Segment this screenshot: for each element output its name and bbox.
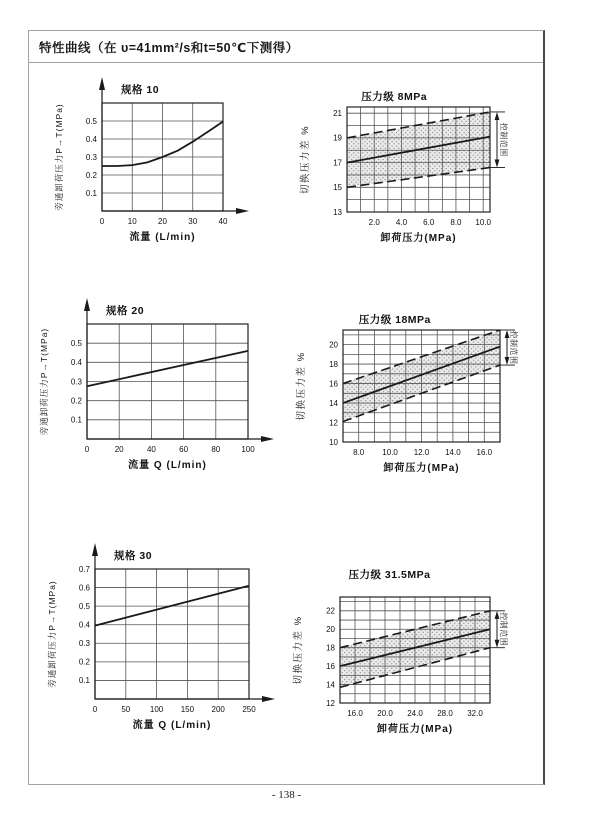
- y-tick-label: 10: [329, 437, 338, 447]
- control-range-label: 控制范围: [509, 330, 518, 365]
- x-axis-label: 流量 Q (L/min): [132, 720, 212, 731]
- y-tick-label: 15: [333, 183, 342, 193]
- chart-title: 规格 10: [120, 84, 160, 96]
- chart-pressure-18mpa: [288, 305, 523, 490]
- y-tick-label: 17: [333, 158, 342, 168]
- y-axis-label: 旁通卸荷压力P→T(MPa): [39, 327, 49, 436]
- chart-spec-30: [45, 539, 285, 746]
- x-tick-label: 250: [242, 705, 256, 714]
- x-tick-label: 28.0: [437, 709, 453, 718]
- x-tick-label: 8.0: [353, 448, 365, 457]
- x-axis-arrowhead: [236, 208, 249, 214]
- control-range-label: 控制范围: [499, 612, 508, 647]
- range-arrowhead-down: [495, 640, 500, 648]
- chart-pressure-8mpa: [292, 82, 527, 260]
- y-tick-label: 18: [329, 359, 338, 369]
- x-tick-label: 2.0: [368, 218, 380, 227]
- x-tick-label: 40: [146, 445, 156, 454]
- chart-title: 压力级 18MPa: [358, 314, 431, 326]
- y-tick-label: 20: [329, 340, 338, 350]
- y-tick-label: 0.4: [70, 358, 82, 368]
- x-tick-label: 0: [84, 445, 90, 454]
- y-tick-label: 19: [333, 133, 342, 143]
- y-tick-label: 14: [329, 398, 338, 408]
- y-tick-label: 16: [329, 379, 338, 389]
- x-tick-label: 100: [149, 705, 164, 714]
- x-axis-label: 卸荷压力(MPa): [380, 233, 457, 244]
- x-tick-label: 16.0: [476, 448, 493, 457]
- y-tick-label: 0.3: [78, 639, 90, 649]
- chart-title: 压力级 8MPa: [361, 91, 428, 103]
- x-tick-label: 100: [241, 445, 255, 454]
- range-arrowhead-up: [495, 611, 500, 619]
- y-tick-label: 18: [326, 643, 335, 653]
- y-tick-label: 20: [326, 625, 335, 635]
- y-axis-arrowhead: [84, 298, 90, 311]
- x-axis-arrowhead: [262, 696, 275, 702]
- chart-pressure-31-5mpa: [285, 557, 520, 750]
- y-tick-label: 0.1: [70, 415, 82, 425]
- y-tick-label: 0.2: [78, 657, 90, 667]
- x-tick-label: 12.0: [413, 448, 430, 457]
- y-tick-label: 13: [333, 207, 342, 217]
- y-tick-label: 14: [326, 680, 335, 690]
- x-tick-label: 50: [121, 705, 131, 714]
- chart-spec-10: [52, 73, 257, 258]
- y-tick-label: 12: [329, 418, 338, 428]
- y-axis-arrowhead: [99, 77, 105, 90]
- x-tick-label: 30: [188, 217, 198, 226]
- section-title: 特性曲线（在 υ=41mm²/s和t=50℃下测得）: [39, 40, 299, 55]
- plot-frame: [95, 569, 249, 699]
- y-axis-label: 切换压力差 %: [296, 351, 307, 421]
- y-tick-label: 16: [326, 661, 335, 671]
- x-tick-label: 10: [127, 217, 137, 226]
- x-axis-label: 卸荷压力(MPa): [383, 463, 460, 474]
- x-tick-label: 20: [114, 445, 124, 454]
- x-axis-label: 流量 (L/min): [129, 232, 196, 243]
- y-tick-label: 0.1: [78, 676, 90, 686]
- y-tick-label: 22: [326, 606, 335, 616]
- y-tick-label: 0.4: [85, 134, 97, 144]
- series-bypass-unload-pressure: [87, 351, 248, 386]
- y-tick-label: 0.5: [70, 338, 82, 348]
- range-arrowhead-down: [495, 160, 500, 168]
- chart-title: 规格 20: [105, 305, 145, 317]
- x-tick-label: 0: [92, 705, 98, 714]
- x-tick-label: 150: [180, 705, 195, 714]
- x-tick-label: 8.0: [450, 218, 462, 227]
- x-tick-label: 6.0: [423, 218, 435, 227]
- y-tick-label: 0.3: [85, 152, 97, 162]
- series-bypass-unload-pressure: [95, 586, 249, 626]
- y-tick-label: 0.3: [70, 377, 82, 387]
- y-tick-label: 0.4: [78, 620, 90, 630]
- y-tick-label: 0.5: [85, 116, 97, 126]
- chart-spec-20: [37, 294, 282, 486]
- y-tick-label: 0.7: [78, 564, 90, 574]
- x-tick-label: 20: [158, 217, 167, 226]
- x-tick-label: 20.0: [377, 709, 393, 718]
- control-range-label: 控制范围: [499, 122, 508, 157]
- x-axis-label: 流量 Q (L/min): [128, 460, 207, 471]
- y-axis-label: 切换压力差 %: [300, 124, 311, 195]
- y-tick-label: 12: [326, 698, 335, 708]
- x-tick-label: 16.0: [347, 709, 363, 718]
- x-tick-label: 60: [179, 445, 189, 454]
- page-number: - 138 -: [271, 789, 302, 801]
- y-tick-label: 21: [333, 108, 342, 118]
- chart-title: 压力级 31.5MPa: [348, 569, 431, 581]
- x-tick-label: 80: [211, 445, 221, 454]
- y-axis-label: 旁通卸荷压力P→T(MPa): [47, 580, 57, 688]
- y-axis-label: 旁通卸荷压力P→T(MPa): [54, 103, 64, 211]
- x-tick-label: 4.0: [395, 218, 408, 227]
- y-tick-label: 0.2: [85, 170, 97, 180]
- x-tick-label: 24.0: [407, 709, 423, 718]
- x-tick-label: 40: [218, 217, 228, 226]
- x-tick-label: 10.0: [475, 218, 491, 227]
- x-tick-label: 200: [211, 705, 225, 714]
- x-tick-label: 0: [99, 217, 105, 226]
- y-tick-label: 0.5: [78, 601, 90, 611]
- y-axis-label: 切换压力差 %: [293, 615, 304, 685]
- x-tick-label: 14.0: [445, 448, 461, 457]
- x-tick-label: 10.0: [382, 448, 398, 457]
- y-axis-arrowhead: [92, 543, 98, 556]
- range-arrowhead-down: [505, 357, 510, 365]
- section-header: [29, 31, 543, 63]
- range-arrowhead-up: [495, 112, 500, 120]
- y-tick-label: 0.1: [85, 188, 97, 198]
- x-axis-arrowhead: [261, 436, 274, 442]
- range-arrowhead-up: [505, 330, 510, 338]
- x-axis-label: 卸荷压力(MPa): [376, 724, 454, 735]
- y-tick-label: 0.2: [70, 396, 82, 406]
- x-tick-label: 32.0: [467, 709, 483, 718]
- y-tick-label: 0.6: [78, 583, 90, 593]
- chart-title: 规格 30: [113, 550, 153, 562]
